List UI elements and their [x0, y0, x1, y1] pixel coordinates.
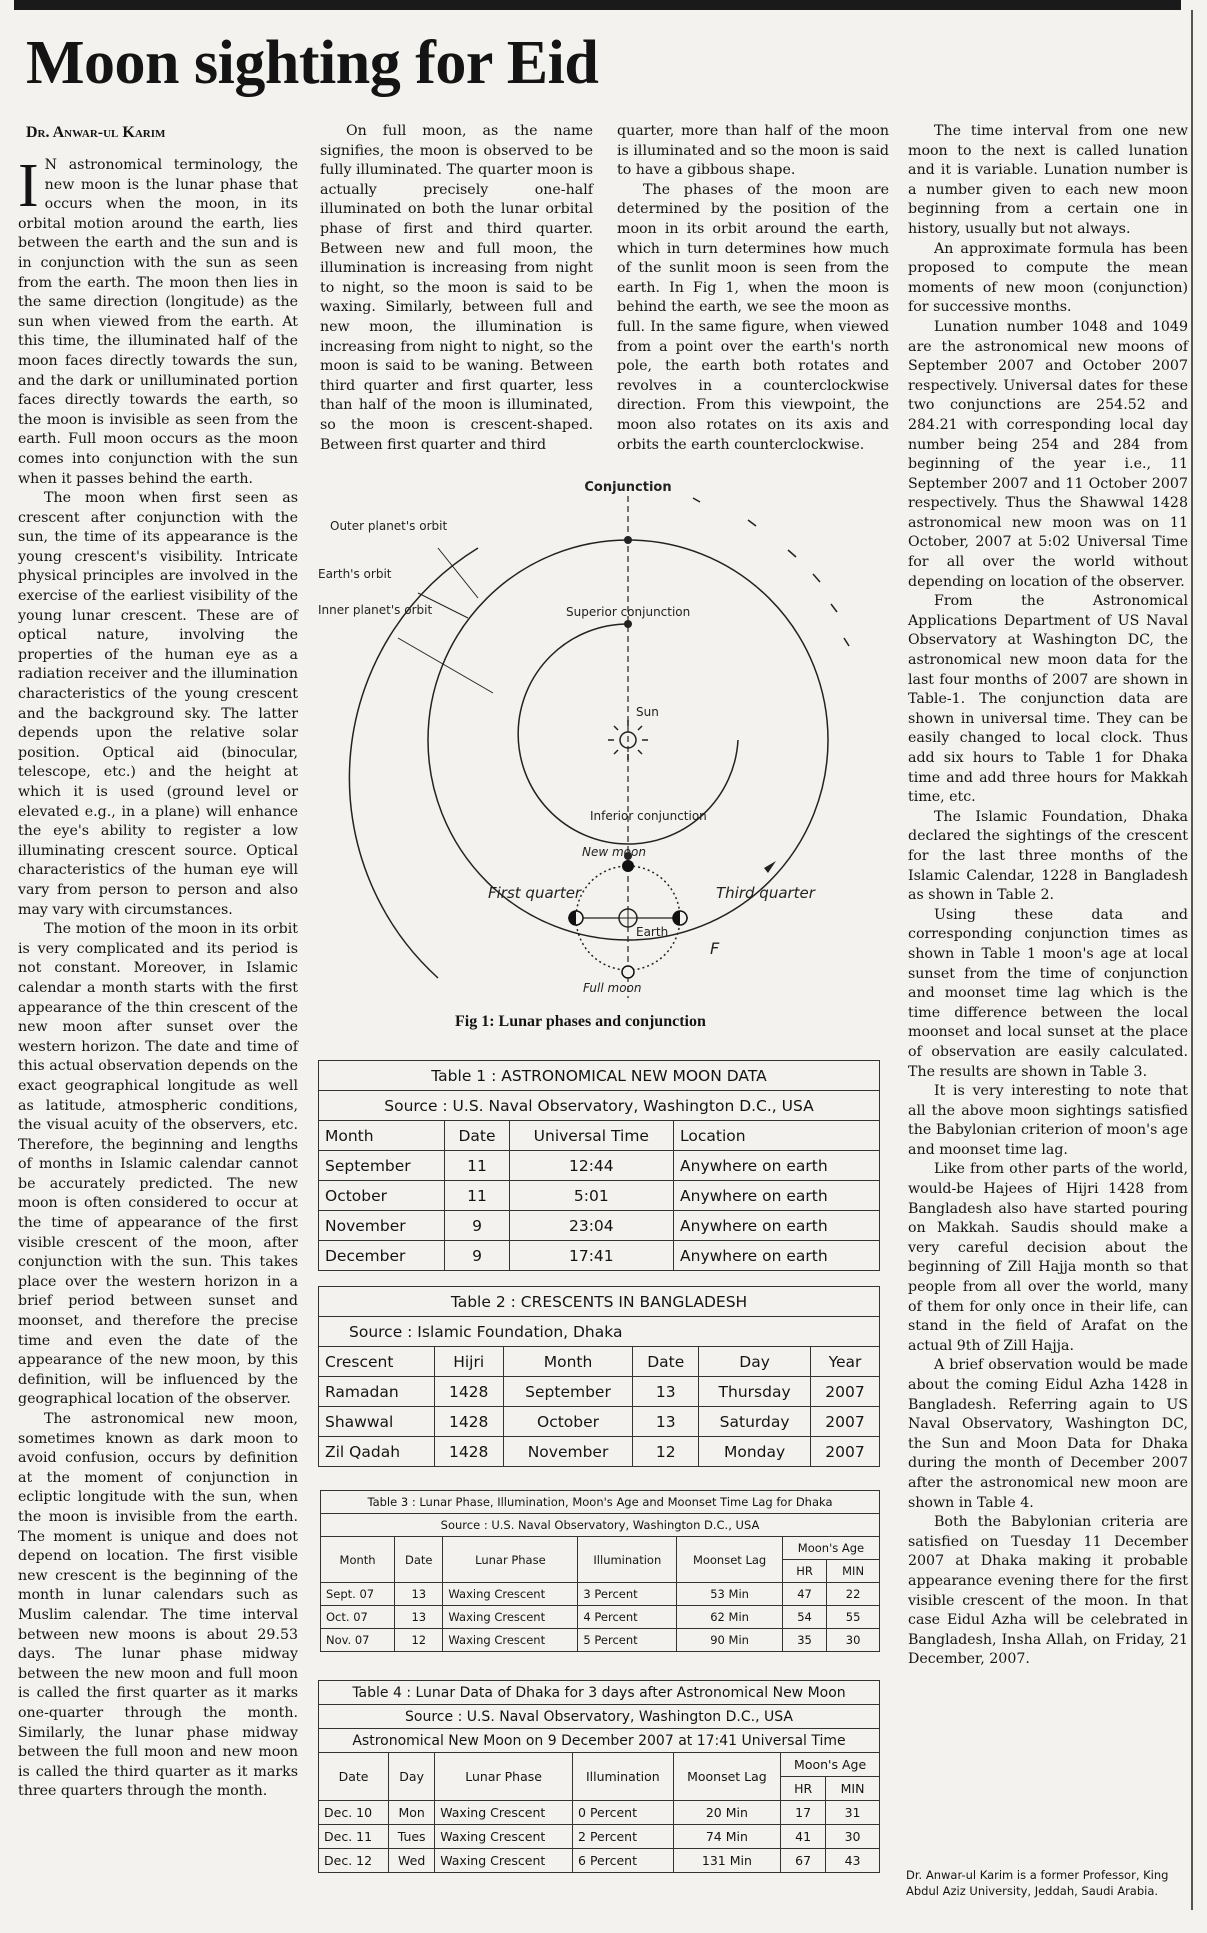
full-moon-icon [622, 966, 634, 978]
paragraph: Like from other parts of the world, would-be Hajees of Hijri 1428 from Bangladesh also have started pouring on Makkah. Saudis should make a very careful decision about the beginning of Zill Hajja month so that people from all over the world, many of them for only once in their life, can stand in the field of Arafat on the actual 9th of Zill Hajja. [908, 1161, 1188, 1354]
table-header: Lunar Phase [443, 1537, 578, 1583]
paragraph: I N astronomical terminology, the new moon is the lunar phase that occurs when the moon, in its orbital motion around the earth, lies between the earth and the sun and is in conjunction with the sun as seen from the earth. The moon then lies in the same direction (longitude) as the sun when viewed from the earth. At this time, the illuminated half of the moon faces directly towards the sun, and the dark or unilluminated portion faces directly towards the earth, so the moon is invisible as seen from the earth. Full moon occurs as the moon comes into conjunction with the sun when it passes behind the earth. [18, 152, 298, 487]
table-header: Moon's Age [781, 1753, 880, 1777]
paragraph: From the Astronomical Applications Department of US Naval Observatory at Washington DC, the astronomical new moon data for the last four months of 2007 are shown in Table-1. The conjunction data are shown in universal time. They can be easily changed to local clock. Thus add six hours to Table 1 for Dhaka time and add three hours for Makkah time, etc. [908, 593, 1188, 806]
table-row: Dec. 10 Mon Waxing Crescent 0 Percent 20 Min 17 31 [319, 1801, 880, 1825]
table-header: Illumination [573, 1753, 674, 1801]
orbit-arrow [764, 861, 776, 873]
table-3 [320, 1490, 880, 1652]
table-header: MIN [826, 1777, 880, 1801]
table-header: Illumination [578, 1537, 677, 1583]
column-2 [320, 122, 593, 455]
table-header: Lunar Phase [435, 1753, 573, 1801]
table-header: Date [633, 1347, 699, 1377]
author-footnote: Dr. Anwar-ul Karim is a former Professor, King Abdul Aziz University, Jeddah, Saudi Arabia. [906, 1868, 1169, 1898]
table-row: Dec. 11 Tues Waxing Crescent 2 Percent 74 Min 41 30 [319, 1825, 880, 1849]
third-quarter-moon-icon [673, 911, 687, 925]
table-row: December 9 17:41 Anywhere on earth [319, 1241, 880, 1271]
label-sun: Sun [636, 705, 659, 719]
table-2 [318, 1286, 880, 1467]
paragraph: The Islamic Foundation, Dhaka declared the sightings of the crescent for the last three months of the Islamic Calendar, 1228 in Bangladesh as shown in Table 2. [908, 808, 1188, 904]
paragraph: It is very interesting to note that all the above moon sightings satisfied the Babylonian criterion of moon's age and moonset time lag. [908, 1083, 1188, 1158]
table-subtitle: Astronomical New Moon on 9 December 2007 at 17:41 Universal Time [319, 1729, 880, 1753]
orbit-ticks [693, 498, 849, 646]
column-1 [18, 152, 298, 1802]
paragraph: Using these data and corresponding conjunction times as shown in Table 1 moon's age at local sunset from the time of conjunction and moonset time lag which is the time difference between the local moonset and local sunset at the place of observation are easily calculated. The results are shown in Table 3. [908, 906, 1188, 1080]
table-header: Month [321, 1537, 395, 1583]
label-full-moon: Full moon [583, 981, 642, 995]
lunar-phase-figure [318, 478, 890, 1048]
table-header: Date [319, 1753, 389, 1801]
conjunction-dot [624, 536, 632, 544]
paragraph: The astronomical new moon, sometimes known as dark moon to avoid confusion, occurs by definition at the moment of conjunction in ecliptic longitude with the sun, when the moon is invisible from the earth. The moment is unique and does not depend on location. The first visible new crescent is the beginning of the month in lunar calendars such as Muslim calendar. The time interval between new moons is about 29.53 days. The lunar phase midway between the new moon and full moon is called the first quarter as it marks one-quarter through the month. Similarly, the lunar phase midway between the full moon and new moon is called the third quarter as it marks three quarters through the month. [18, 1411, 298, 1800]
table-row: November 9 23:04 Anywhere on earth [319, 1211, 880, 1241]
table-source: Source : U.S. Naval Observatory, Washington D.C., USA [321, 1514, 880, 1537]
table-header: Month [503, 1347, 633, 1377]
label-superior: Superior conjunction [566, 605, 691, 619]
table-header: Date [445, 1121, 509, 1151]
table-header: Moonset Lag [673, 1753, 781, 1801]
table-source: Source : Islamic Foundation, Dhaka [319, 1317, 880, 1347]
label-third-quarter: Third quarter [716, 884, 815, 902]
label-first-quarter: First quarter [488, 884, 582, 902]
paragraph: quarter, more than half of the moon is illuminated and so the moon is said to have a gibbous shape. [617, 123, 889, 179]
table-header: Universal Time [509, 1121, 673, 1151]
label-inferior: Inferior conjunction [590, 809, 707, 823]
label-conjunction: Conjunction [584, 480, 672, 495]
figure-caption: Fig 1: Lunar phases and conjunction [455, 1013, 706, 1030]
table-1 [318, 1060, 880, 1271]
table-row: Nov. 07 12 Waxing Crescent 5 Percent 90 Min 35 30 [321, 1629, 880, 1652]
table-header: Month [319, 1121, 445, 1151]
headline: Moon sighting for Eid [26, 29, 599, 97]
paragraph: The motion of the moon in its orbit is very complicated and its period is not constant. Moreover, in Islamic calendar a month starts with the first appearance of the thin crescent of the new moon after sunset over the western horizon. The date and time of this actual observation depends on the exact geographical longitude as well as latitude, atmospheric conditions, the visual acuity of the observers, etc. Therefore, the beginning and lengths of months in Islamic calendar cannot be accurately predicted. The new moon is often considered to occur at the time of appearance of the first visible crescent of the moon, after conjunction with the sun. This takes place over the western horizon in a brief period between sunset and moonset, and therefore the precise time and even the date of the appearance of the new moon, by this definition, will be influenced by the geographical location of the observer. [18, 921, 298, 1408]
label-third-f: F [710, 939, 720, 958]
table-header: Moonset Lag [677, 1537, 783, 1583]
table-header: Day [699, 1347, 811, 1377]
paragraph: Lunation number 1048 and 1049 are the astronomical new moons of September 2007 and October 2007 respectively. Universal dates for these two conjunctions are 254.52 and 284.21 with corresponding local day number being 254 and 284 from beginning of the year i.e., 11 September 2007 and 11 October 2007 respectively. Thus the Shawwal 1428 astronomical new moon was on 11 October, 2007 at 5:02 Universal Time for all over the world without depending on location of the observer. [908, 318, 1188, 590]
table-row: Sept. 07 13 Waxing Crescent 3 Percent 53 Min 47 22 [321, 1583, 880, 1606]
table-row: September 11 12:44 Anywhere on earth [319, 1151, 880, 1181]
table-row: Zil Qadah 1428 November 12 Monday 2007 [319, 1437, 880, 1467]
paragraph: On full moon, as the name signifies, the moon is observed to be fully illuminated. The quarter moon is actually precisely one-half illuminated on both the lunar orbital phase of first and third quarter. Between new and full moon, the illumination is increasing from night to night, so the moon is said to be waxing. Similarly, between full and new moon, the illumination is increasing from night to night, so the moon is said to be waning. Between third quarter and first quarter, less than half of the moon is illuminated, so the moon is crescent-shaped. Between first quarter and third [320, 123, 593, 453]
column-3 [617, 122, 889, 455]
table-row: Ramadan 1428 September 13 Thursday 2007 [319, 1377, 880, 1407]
table-header: HR [781, 1777, 826, 1801]
first-quarter-moon-icon [569, 911, 583, 925]
leader-inner [398, 638, 493, 693]
byline: Dr. Anwar-ul Karim [26, 124, 166, 141]
right-rule [1191, 10, 1193, 1910]
table-header: Day [389, 1753, 435, 1801]
label-earth-orbit: Earth's orbit [318, 567, 392, 581]
label-new-moon: New moon [582, 845, 646, 859]
table-source: Source : U.S. Naval Observatory, Washington D.C., USA [319, 1091, 880, 1121]
label-outer-orbit: Outer planet's orbit [330, 519, 448, 533]
top-rule [14, 0, 1181, 10]
table-title: Table 2 : CRESCENTS IN BANGLADESH [319, 1287, 880, 1317]
table-title: Table 3 : Lunar Phase, Illumination, Moon's Age and Moonset Time Lag for Dhaka [321, 1491, 880, 1514]
table-header: MIN [827, 1560, 880, 1583]
table-header: Moon's Age [782, 1537, 879, 1560]
paragraph: The moon when first seen as crescent after conjunction with the sun, the time of its appearance is the young crescent's visibility. Intricate physical principles are involved in the exercise of the earliest visibility of the young lunar crescent. These are of optical nature, involving the properties of the human eye as a radiation receiver and the illumination characteristics of the young crescent and the background sky. The latter depends upon the relative solar position. Optical aid (binocular, telescope, etc.) and the height at which it is used (ground level or elevated e.g., in a plane) will enhance the eye's ability to register a low illuminating crescent source. Optical characteristics of the human eye will vary from person to person and also may vary with circumstances. [18, 490, 298, 918]
table-source: Source : U.S. Naval Observatory, Washington D.C., USA [319, 1705, 880, 1729]
label-earth: Earth [636, 925, 669, 939]
column-4 [908, 122, 1188, 1670]
orbit-diagram [318, 478, 890, 1008]
table-header: Date [395, 1537, 443, 1583]
new-moon-icon [622, 860, 634, 872]
table-header: Hijri [434, 1347, 503, 1377]
paragraph: The time interval from one new moon to the next is called lunation and it is variable. Lunation number is a number given to each new moon beginning from a certain one in history, usually but not always. [908, 123, 1188, 237]
paragraph: The phases of the moon are determined by the position of the moon in its orbit around the earth, which in turn determines how much of the sunlit moon is seen from the earth. In Fig 1, when the moon is behind the earth, we see the moon as full. In the same figure, when viewed from a point over the earth's north pole, the earth both rotates and revolves in a counterclockwise direction. From this viewpoint, the moon also rotates on its axis and orbits the earth counterclockwise. [617, 181, 889, 453]
paragraph: Both the Babylonian criteria are satisfied on Tuesday 11 December 2007 at Dhaka making it probable appearance evening there for the first visible crescent of the moon. In that case Eidul Azha will be celebrated in Bangladesh, Insha Allah, on Friday, 21 December, 2007. [908, 1514, 1188, 1668]
table-header: HR [782, 1560, 826, 1583]
table-row: Shawwal 1428 October 13 Saturday 2007 [319, 1407, 880, 1437]
table-title: Table 1 : ASTRONOMICAL NEW MOON DATA [319, 1061, 880, 1091]
table-header: Location [674, 1121, 880, 1151]
paragraph: An approximate formula has been proposed to compute the mean moments of new moon (conjunction) for successive months. [908, 240, 1188, 316]
drop-cap: I [18, 152, 39, 220]
paragraph: A brief observation would be made about the coming Eidul Azha 1428 in Bangladesh. Referring again to US Naval Observatory, Washington DC, the Sun and Moon Data for Dhaka during the month of December 2007 after the astronomical new moon are shown in Table 4. [908, 1357, 1188, 1511]
table-row: Oct. 07 13 Waxing Crescent 4 Percent 62 Min 54 55 [321, 1606, 880, 1629]
table-row: Dec. 12 Wed Waxing Crescent 6 Percent 131 Min 67 43 [319, 1849, 880, 1873]
table-title: Table 4 : Lunar Data of Dhaka for 3 days after Astronomical New Moon [319, 1681, 880, 1705]
table-4 [318, 1680, 880, 1873]
table-header: Crescent [319, 1347, 435, 1377]
table-header: Year [811, 1347, 880, 1377]
table-row: October 11 5:01 Anywhere on earth [319, 1181, 880, 1211]
label-inner-orbit: Inner planet's orbit [318, 603, 433, 617]
superior-dot [624, 620, 632, 628]
